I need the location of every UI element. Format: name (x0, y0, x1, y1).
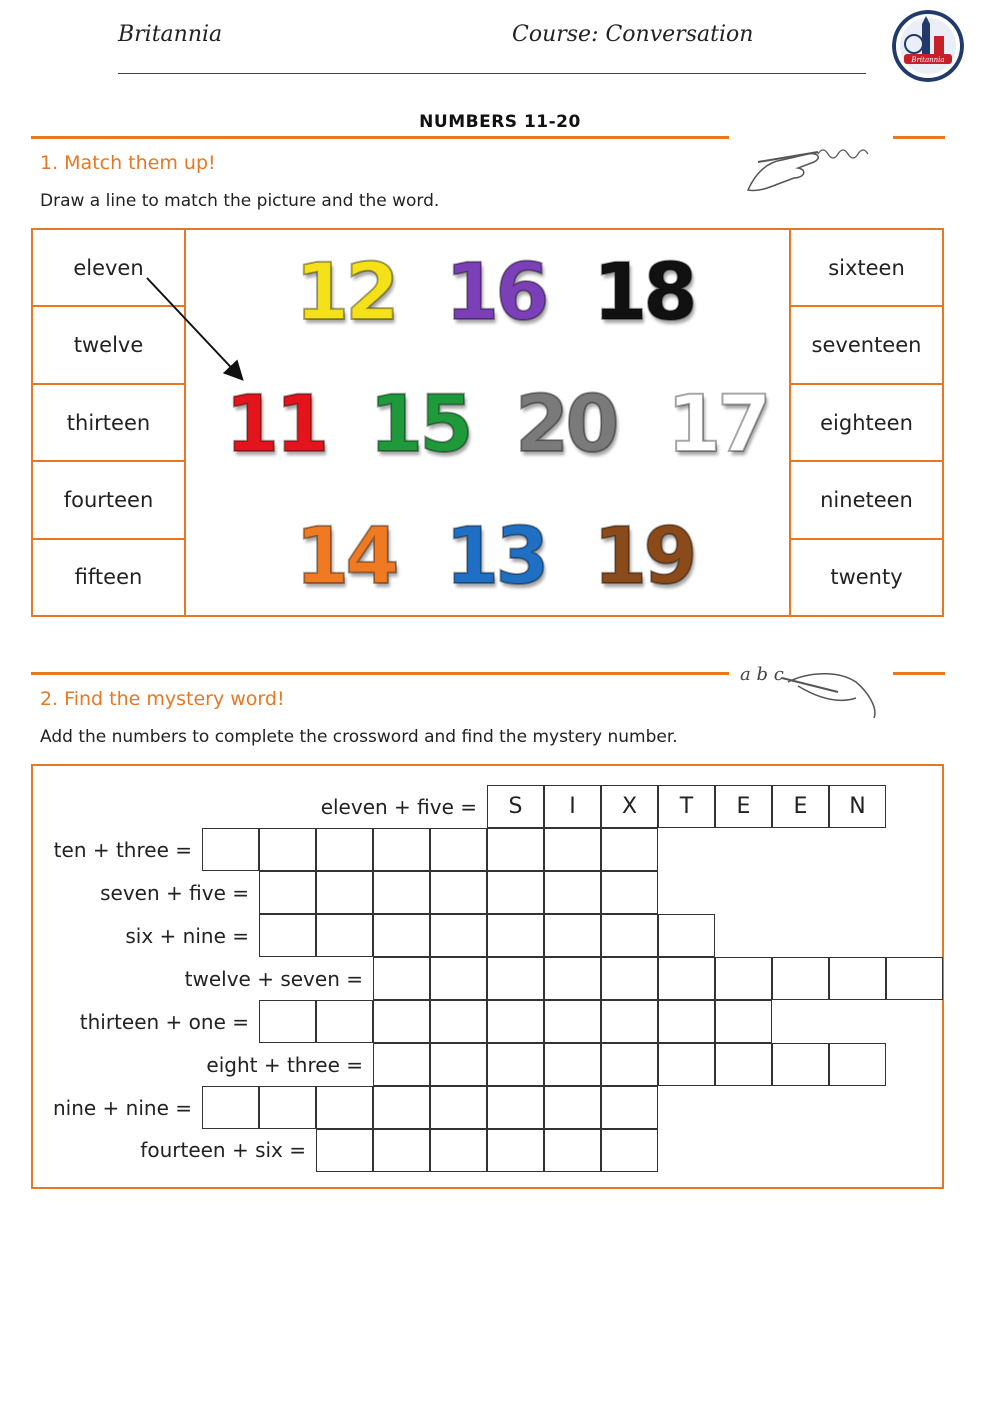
answer-letter-cell[interactable]: S (487, 785, 544, 828)
logo-text: Britannia (911, 56, 945, 64)
crossword-cell[interactable] (544, 1043, 601, 1086)
answer-letter-cell[interactable]: X (601, 785, 658, 828)
clue-twelve-plus-seven: twelve + seven = (184, 967, 363, 991)
word-twelve[interactable]: twelve (33, 307, 184, 384)
crossword-cell[interactable] (715, 1000, 772, 1043)
crossword-cell[interactable] (544, 828, 601, 871)
clue-eight-plus-three: eight + three = (206, 1053, 363, 1077)
crossword-cell[interactable] (316, 1000, 373, 1043)
answer-letter-cell[interactable]: I (544, 785, 601, 828)
crossword-cell[interactable] (202, 1086, 259, 1129)
crossword-cell[interactable] (601, 1043, 658, 1086)
word-seventeen[interactable]: seventeen (791, 307, 942, 384)
clue-ten-plus-three: ten + three = (53, 838, 192, 862)
crossword-cell[interactable] (373, 1129, 430, 1172)
crossword-cell[interactable] (601, 1129, 658, 1172)
crossword-cell[interactable] (316, 1129, 373, 1172)
section1-instruction: Draw a line to match the picture and the word. (40, 191, 440, 211)
answer-letter-cell[interactable]: E (772, 785, 829, 828)
word-nineteen[interactable]: nineteen (791, 462, 942, 539)
crossword-cell[interactable] (601, 957, 658, 1000)
section2-rule-left (31, 672, 729, 675)
clue-seven-plus-five: seven + five = (100, 881, 249, 905)
crossword-cell[interactable] (259, 828, 316, 871)
crossword-cell[interactable] (259, 914, 316, 957)
crossword-cell[interactable] (373, 1000, 430, 1043)
crossword-cell[interactable] (430, 1043, 487, 1086)
section1-title: 1. Match them up! (40, 152, 216, 174)
word-eighteen[interactable]: eighteen (791, 385, 942, 462)
number-20[interactable]: 20 (515, 380, 616, 470)
crossword-cell[interactable] (316, 1086, 373, 1129)
crossword-cell[interactable] (316, 914, 373, 957)
crossword-cell[interactable] (487, 914, 544, 957)
crossword-cell[interactable] (316, 871, 373, 914)
crossword-cell[interactable] (544, 1129, 601, 1172)
matching-panel (31, 228, 944, 617)
crossword-cell[interactable] (373, 871, 430, 914)
crossword-cell[interactable] (430, 914, 487, 957)
crossword-cell[interactable] (544, 1000, 601, 1043)
crossword-cell[interactable] (487, 1043, 544, 1086)
crossword-cell[interactable] (715, 957, 772, 1000)
course-name: Course: Conversation (512, 22, 754, 47)
crossword-cell[interactable] (487, 957, 544, 1000)
word-sixteen[interactable]: sixteen (791, 230, 942, 307)
crossword-cell[interactable] (658, 1043, 715, 1086)
crossword-cell[interactable] (487, 1000, 544, 1043)
crossword-cell[interactable] (487, 1086, 544, 1129)
school-logo (892, 10, 964, 82)
crossword-cell[interactable] (430, 1129, 487, 1172)
school-name: Britannia (118, 22, 223, 47)
worksheet-title: NUMBERS 11-20 (419, 112, 581, 132)
crossword-cell[interactable] (430, 871, 487, 914)
crossword-cell[interactable] (487, 1129, 544, 1172)
crossword-cell[interactable] (601, 871, 658, 914)
word-thirteen[interactable]: thirteen (33, 385, 184, 462)
clue-nine-plus-nine: nine + nine = (52, 1096, 192, 1120)
left-word-column (33, 230, 186, 615)
section2-instruction: Add the numbers to complete the crossword and find the mystery number. (40, 727, 678, 747)
header-divider (118, 73, 866, 74)
word-fourteen[interactable]: fourteen (33, 462, 184, 539)
crossword-cell[interactable] (430, 957, 487, 1000)
crossword-cell[interactable] (373, 1043, 430, 1086)
crossword-panel (31, 764, 944, 1189)
number-18[interactable]: 18 (593, 248, 694, 338)
number-16[interactable]: 16 (445, 248, 546, 338)
svg-text:a b c: a b c (740, 664, 784, 685)
word-twenty[interactable]: twenty (830, 565, 903, 590)
crossword-cell[interactable] (373, 957, 430, 1000)
crossword-cell[interactable] (772, 957, 829, 1000)
crossword-cell[interactable] (544, 871, 601, 914)
number-19[interactable]: 19 (593, 512, 694, 602)
crossword-cell[interactable] (772, 1043, 829, 1086)
section2-rule-right (893, 672, 945, 675)
crossword-cell[interactable] (886, 957, 943, 1000)
number-17[interactable]: 17 (667, 380, 768, 470)
number-13[interactable]: 13 (445, 512, 546, 602)
hand-writing-icon (738, 132, 878, 202)
answer-letter-cell[interactable]: E (715, 785, 772, 828)
crossword-cell[interactable] (259, 871, 316, 914)
crossword-cell[interactable] (544, 1086, 601, 1129)
crossword-cell[interactable] (373, 1086, 430, 1129)
crossword-cell[interactable] (430, 828, 487, 871)
number-12[interactable]: 12 (295, 248, 396, 338)
crossword-cell[interactable] (487, 871, 544, 914)
clue-fourteen-plus-six: fourteen + six = (140, 1138, 306, 1162)
number-15[interactable]: 15 (369, 380, 470, 470)
crossword-cell[interactable] (202, 828, 259, 871)
crossword-cell[interactable] (373, 914, 430, 957)
crossword-cell[interactable] (601, 828, 658, 871)
clue-thirteen-plus-one: thirteen + one = (79, 1010, 249, 1034)
section1-rule-right (893, 136, 945, 139)
crossword-cell[interactable] (829, 957, 886, 1000)
crossword-cell[interactable] (658, 914, 715, 957)
crossword-cell[interactable] (316, 828, 373, 871)
number-14[interactable]: 14 (295, 512, 396, 602)
section2-title: 2. Find the mystery word! (40, 688, 285, 710)
answer-letter-cell[interactable]: N (829, 785, 886, 828)
crossword-cell[interactable] (259, 1000, 316, 1043)
crossword-cell[interactable] (601, 1000, 658, 1043)
crossword-cell[interactable] (601, 1086, 658, 1129)
crossword-cell[interactable] (259, 1086, 316, 1129)
crossword-cell[interactable] (487, 828, 544, 871)
clue-six-plus-nine: six + nine = (125, 924, 249, 948)
section1-rule-left (31, 136, 729, 139)
crossword-cell[interactable] (715, 1043, 772, 1086)
word-fifteen[interactable]: fifteen (74, 565, 143, 590)
crossword-cell[interactable] (829, 1043, 886, 1086)
word-eleven[interactable]: eleven (33, 230, 184, 307)
crossword-cell[interactable] (373, 828, 430, 871)
crossword-cell[interactable] (430, 1000, 487, 1043)
answer-letter-cell[interactable]: T (658, 785, 715, 828)
hand-abc-icon (738, 652, 878, 722)
crossword-cell[interactable] (544, 914, 601, 957)
clue-eleven-plus-five: eleven + five = (320, 795, 477, 819)
number-11[interactable]: 11 (225, 380, 326, 470)
crossword-cell[interactable] (601, 914, 658, 957)
crossword-cell[interactable] (658, 957, 715, 1000)
crossword-cell[interactable] (658, 1000, 715, 1043)
right-word-column (789, 230, 942, 615)
crossword-cell[interactable] (544, 957, 601, 1000)
crossword-cell[interactable] (430, 1086, 487, 1129)
